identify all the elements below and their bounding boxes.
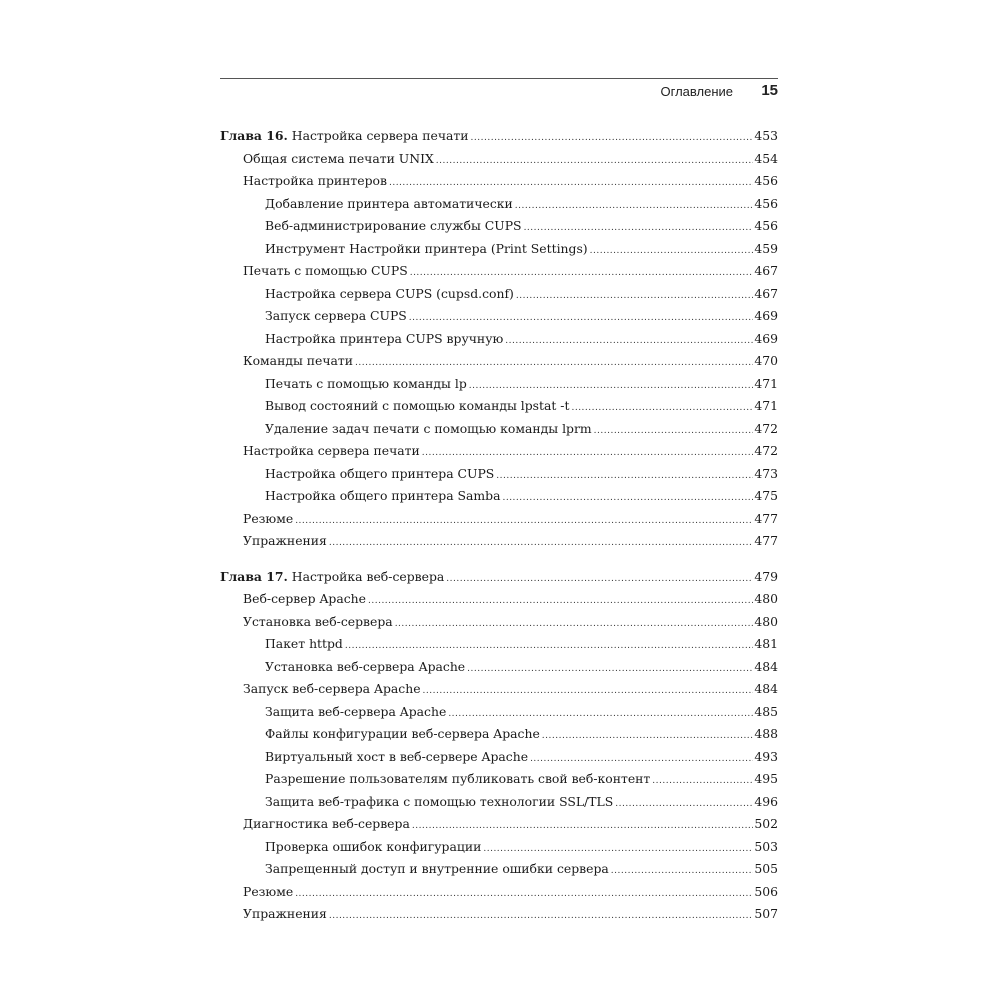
toc-entry-title: Настройка сервера CUPS (cupsd.conf) <box>265 285 514 301</box>
toc-entry-title: Файлы конфигурации веб-сервера Apache <box>265 726 540 741</box>
toc-page-number: 469 <box>754 308 778 323</box>
toc-section-entry[interactable] <box>220 350 778 373</box>
toc-section-entry[interactable] <box>220 508 778 531</box>
chapter-block <box>220 125 778 553</box>
toc-subsection-entry[interactable] <box>220 858 778 881</box>
dot-leader <box>590 240 754 263</box>
toc-entry-title: Веб-сервер Apache <box>243 591 366 606</box>
dot-leader <box>467 658 753 681</box>
toc-entry-title: Защита веб-трафика с помощью технологии SSL/TLS <box>265 793 614 809</box>
toc-entry-title: Защита веб-сервера Apache <box>265 703 447 719</box>
dot-leader <box>496 465 753 488</box>
toc-subsection-entry[interactable] <box>220 723 778 746</box>
dot-leader <box>295 510 753 533</box>
toc-chapter-entry[interactable] <box>220 125 778 148</box>
toc-subsection-entry[interactable] <box>220 215 778 238</box>
toc-entry-title: Настройка сервера печати <box>243 443 420 458</box>
dot-leader <box>524 217 754 240</box>
toc-page-number: 484 <box>754 681 778 696</box>
chapter-block <box>220 566 778 926</box>
dot-leader <box>329 905 753 928</box>
toc-subsection-entry[interactable] <box>220 328 778 351</box>
toc-entry-title: Веб-администрирование службы CUPS <box>265 218 522 233</box>
toc-entry-title: Запуск веб-сервера Apache <box>243 681 421 696</box>
dot-leader <box>446 568 753 591</box>
toc-subsection-entry[interactable] <box>220 193 778 216</box>
toc-section-entry[interactable] <box>220 260 778 283</box>
toc-page-number: 495 <box>754 771 778 786</box>
dot-leader <box>395 613 754 636</box>
toc-chapter-heading <box>220 125 469 148</box>
toc-entry-title: Настройка общего принтера CUPS <box>265 465 495 481</box>
toc-page-number: 470 <box>754 353 778 368</box>
toc-entry-title: Удаление задач печати с помощью команды lprm <box>265 420 592 436</box>
toc-entry-title: Проверка ошибок конфигурации <box>265 838 482 854</box>
toc-section-entry[interactable] <box>220 440 778 463</box>
running-header <box>220 78 778 115</box>
toc-entry-title: Виртуальный хост в веб-сервере Apache <box>265 748 529 764</box>
toc-entry-title: Добавление принтера автоматически <box>265 195 513 211</box>
toc-page-number: 484 <box>754 658 778 674</box>
toc-page-number: 471 <box>754 375 778 391</box>
dot-leader <box>611 860 754 883</box>
dot-leader <box>471 127 754 150</box>
toc-chapter-heading <box>220 566 444 589</box>
dot-leader <box>422 442 754 465</box>
dot-leader <box>483 838 753 861</box>
toc-page-number: 506 <box>754 883 778 899</box>
toc-entry-title: Упражнения <box>243 906 327 921</box>
toc-entry-title: Команды печати <box>243 353 354 368</box>
toc-entry-title: Настройка принтера CUPS вручную <box>265 330 504 346</box>
toc-subsection-entry[interactable] <box>220 395 778 418</box>
toc-section-entry[interactable] <box>220 588 778 611</box>
toc-page-number: 456 <box>754 218 778 233</box>
toc-page-number: 472 <box>754 443 778 458</box>
toc-page-number: 505 <box>754 861 778 876</box>
toc-entry-title: Установка веб-сервера Apache <box>265 658 466 674</box>
dot-leader <box>515 195 754 218</box>
toc-page-number: 454 <box>754 150 778 166</box>
dot-leader <box>542 725 754 748</box>
toc-subsection-entry[interactable] <box>220 238 778 261</box>
toc-entry-title: Печать с помощью CUPS <box>243 263 408 278</box>
toc-page-number: 496 <box>754 793 778 809</box>
toc-page-number: 472 <box>754 420 778 436</box>
toc-subsection-entry[interactable] <box>220 305 778 328</box>
dot-leader <box>505 330 753 353</box>
toc-page-number: 488 <box>754 726 778 741</box>
toc-subsection-entry[interactable] <box>220 418 778 441</box>
toc-page-number: 502 <box>754 816 778 831</box>
toc-page-number: 507 <box>754 906 778 921</box>
toc-entry-title: Запуск сервера CUPS <box>265 308 407 323</box>
toc-entry-title: Вывод состояний с помощью команды lpstat -t <box>265 398 570 413</box>
toc-page-number: 477 <box>754 533 778 548</box>
toc-page-number: 480 <box>754 613 778 629</box>
dot-leader <box>295 883 753 906</box>
toc-page-number: 485 <box>754 703 778 719</box>
toc-page-number: 480 <box>754 591 778 606</box>
dot-leader <box>652 770 753 793</box>
toc-subsection-entry[interactable] <box>220 768 778 791</box>
toc-subsection-entry[interactable] <box>220 485 778 508</box>
toc-subsection-entry[interactable] <box>220 746 778 769</box>
dot-leader <box>409 307 754 330</box>
toc-page-number: 471 <box>754 398 778 413</box>
toc-entry-title: Резюме <box>243 510 294 526</box>
toc-page-number: 481 <box>754 636 778 651</box>
chapter-title: Настройка сервера печати <box>291 128 469 143</box>
dot-leader <box>594 420 754 443</box>
toc-section-entry[interactable] <box>220 611 778 634</box>
dot-leader <box>329 532 753 555</box>
dot-leader <box>412 815 754 838</box>
toc-section-entry[interactable] <box>220 678 778 701</box>
toc-subsection-entry[interactable] <box>220 283 778 306</box>
toc-page-number: 459 <box>754 240 778 256</box>
toc-entry-title: Общая система печати UNIX <box>243 150 434 166</box>
toc-page-number: 477 <box>754 510 778 526</box>
toc-page-number: 456 <box>754 173 778 188</box>
toc-section-entry[interactable] <box>220 813 778 836</box>
toc-page-number: 469 <box>754 330 778 346</box>
toc-entry-title: Упражнения <box>243 533 327 548</box>
table-of-contents <box>220 125 778 926</box>
toc-entry-title: Пакет httpd <box>265 636 343 651</box>
toc-page-number: 453 <box>754 128 778 143</box>
dot-leader <box>502 487 753 510</box>
toc-section-entry[interactable] <box>220 903 778 926</box>
toc-page-number: 467 <box>754 285 778 301</box>
toc-page-number: 456 <box>754 195 778 211</box>
chapter-number-label: Глава 16. <box>220 128 288 143</box>
toc-entry-title: Установка веб-сервера <box>243 613 393 629</box>
dot-leader <box>423 680 754 703</box>
toc-section-entry[interactable] <box>220 170 778 193</box>
chapter-title: Настройка веб-сервера <box>291 568 445 584</box>
toc-entry-title: Диагностика веб-сервера <box>243 816 410 831</box>
toc-entry-title: Настройка общего принтера Samba <box>265 488 501 503</box>
dot-leader <box>345 635 753 658</box>
dot-leader <box>530 748 753 771</box>
toc-page-number: 503 <box>754 838 778 854</box>
dot-leader <box>436 150 754 173</box>
toc-chapter-entry[interactable] <box>220 566 778 589</box>
toc-entry-title: Разрешение пользователям публиковать свой веб-контент <box>265 771 651 786</box>
dot-leader <box>571 397 753 420</box>
toc-subsection-entry[interactable] <box>220 791 778 814</box>
dot-leader <box>615 793 753 816</box>
dot-leader <box>389 172 753 195</box>
dot-leader <box>516 285 753 308</box>
toc-subsection-entry[interactable] <box>220 701 778 724</box>
dot-leader <box>368 590 753 613</box>
page-number: 15 <box>761 82 778 99</box>
toc-entry-title: Настройка принтеров <box>243 173 387 188</box>
toc-page-number: 475 <box>754 488 778 503</box>
toc-page-number: 467 <box>754 263 778 278</box>
dot-leader <box>469 375 754 398</box>
toc-entry-title: Запрещенный доступ и внутренние ошибки сервера <box>265 861 609 876</box>
toc-subsection-entry[interactable] <box>220 656 778 679</box>
toc-section-entry[interactable] <box>220 530 778 553</box>
toc-entry-title: Инструмент Настройки принтера (Print Settings) <box>265 240 588 256</box>
toc-subsection-entry[interactable] <box>220 836 778 859</box>
dot-leader <box>448 703 753 726</box>
toc-entry-title: Резюме <box>243 883 294 899</box>
toc-entry-title: Печать с помощью команды lp <box>265 375 467 391</box>
toc-page-number: 493 <box>754 748 778 764</box>
book-page <box>220 78 778 926</box>
toc-subsection-entry[interactable] <box>220 463 778 486</box>
running-header-title: Оглавление <box>660 84 733 99</box>
toc-page-number: 479 <box>754 568 778 584</box>
dot-leader <box>355 352 753 375</box>
chapter-number-label: Глава 17. <box>220 568 288 584</box>
toc-page-number: 473 <box>754 465 778 481</box>
toc-subsection-entry[interactable] <box>220 633 778 656</box>
toc-section-entry[interactable] <box>220 148 778 171</box>
dot-leader <box>410 262 754 285</box>
toc-subsection-entry[interactable] <box>220 373 778 396</box>
toc-section-entry[interactable] <box>220 881 778 904</box>
